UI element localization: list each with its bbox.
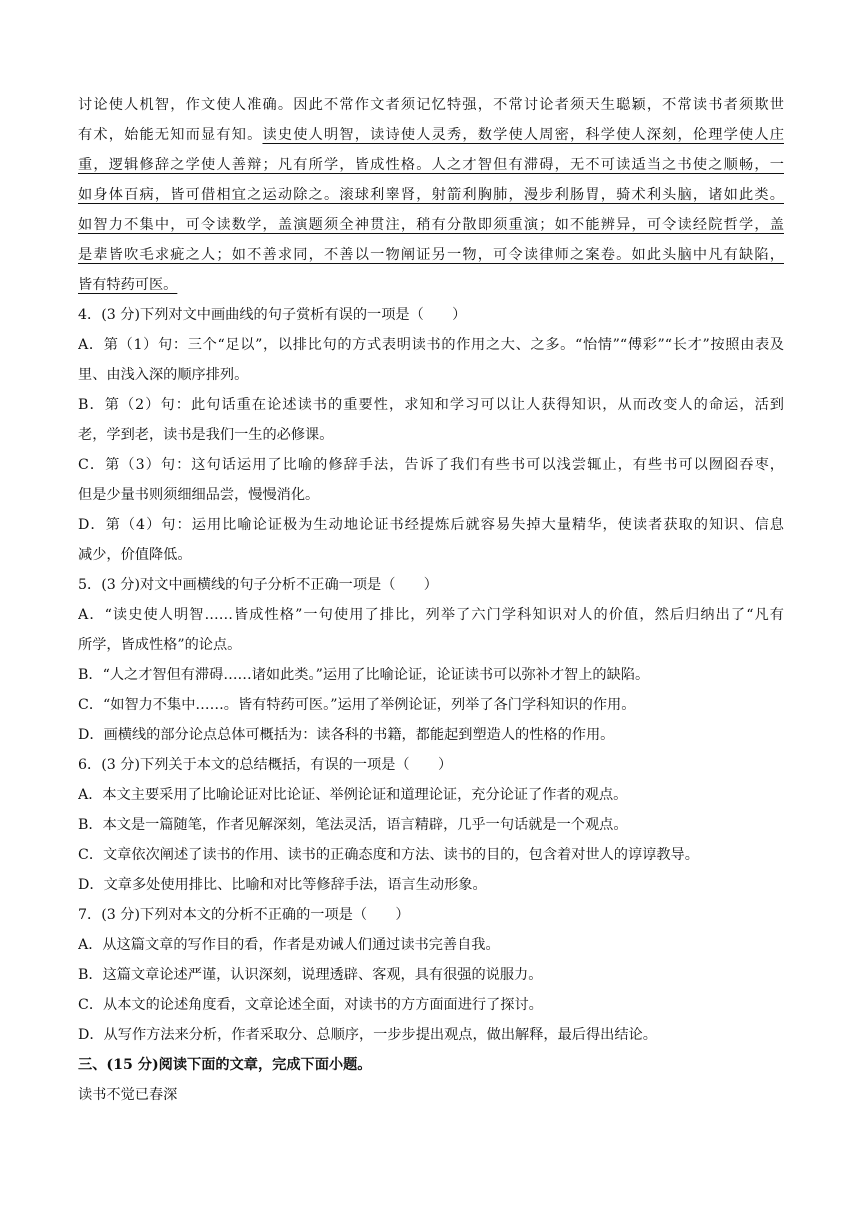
passage-line-5 <box>78 210 784 240</box>
article-title: 读书不觉已春深 <box>78 1087 178 1103</box>
option-c: C．第（3）句：这句话运用了比喻的修辞手法，告诉了我们有些书可以浅尝辄止，有些书可以囫囵吞枣， <box>78 457 784 473</box>
question-5 <box>78 570 784 750</box>
section-heading: 三、(15 分)阅读下面的文章，完成下面小题。 <box>78 1057 372 1073</box>
underlined-text: 重，逻辑修辞之学使人善辩；凡有所学，皆成性格。人之才智但有滞碍，无不可读适当之书使之顺畅，一 <box>78 157 784 173</box>
option-a-cont: 里、由浅入深的顺序排列。 <box>78 367 249 383</box>
passage-line-6 <box>78 240 784 270</box>
option-c: C．文章依次阐述了读书的作用、读书的正确态度和方法、读书的目的，包含着对世人的谆谆教导。 <box>78 847 699 863</box>
passage-line-2 <box>78 120 784 150</box>
option-c: C．“如智力不集中……。皆有特药可医。”运用了举例论证，列举了各门学科知识的作用。 <box>78 697 636 713</box>
option-d: D．第（4）句：运用比喻论证极为生动地论证书经提炼后就容易失掉大量精华，使读者获取的知识、信息 <box>78 517 784 533</box>
passage <box>78 90 784 300</box>
underlined-text: 如身体百病，皆可借相宜之运动除之。滚球利睾肾，射箭利胸肺，漫步利肠胃，骑术利头脑，诸如此类。 <box>78 187 784 203</box>
option-b: B．第（2）句：此句话重在论述读书的重要性，求知和学习可以让人获得知识，从而改变人的命运，活到 <box>78 397 784 413</box>
question-7 <box>78 900 784 1050</box>
option-d-cont: 减少，价值降低。 <box>78 547 192 563</box>
passage-line-7 <box>78 270 784 300</box>
option-a: A．“读史使人明智……皆成性格”一句使用了排比，列举了六门学科知识对人的价值，然后归纳出了“凡有 <box>78 607 784 623</box>
document-page <box>78 90 784 1110</box>
option-d: D．文章多处使用排比、比喻和对比等修辞手法，语言生动形象。 <box>78 877 487 893</box>
option-b: B．“人之才智但有滞碍……诸如此类。”运用了比喻论证，论证读书可以弥补才智上的缺陷。 <box>78 667 650 683</box>
underlined-text: 如智力不集中，可令读数学，盖演题须全神贯注，稍有分散即须重演；如不能辨异，可令读经院哲学，盖 <box>78 217 784 233</box>
question-6 <box>78 750 784 900</box>
option-b: B．这篇文章论述严谨，认识深刻，说理透辟、客观，具有很强的说服力。 <box>78 967 543 983</box>
passage-line-1 <box>78 90 784 120</box>
option-a: A．本文主要采用了比喻论证对比论证、举例论证和道理论证，充分论证了作者的观点。 <box>78 787 628 803</box>
question-stem: 6．(3 分)下列关于本文的总结概括，有误的一项是（ ） <box>78 757 453 773</box>
underlined-text: 读史使人明智，读诗使人灵秀，数学使人周密，科学使人深刻，伦理学使人庄 <box>262 127 784 143</box>
passage-line-4 <box>78 180 784 210</box>
underlined-text: 皆有特药可医。 <box>78 277 178 293</box>
question-stem: 7．(3 分)下列对本文的分析不正确的一项是（ ） <box>78 907 410 923</box>
option-c: C．从本文的论述角度看，文章论述全面，对读书的方方面面进行了探讨。 <box>78 997 543 1013</box>
option-a-cont: 所学，皆成性格”的论点。 <box>78 637 242 653</box>
option-b: B．本文是一篇随笔，作者见解深刻，笔法灵活，语言精辟，几乎一句话就是一个观点。 <box>78 817 628 833</box>
passage-text: 有术，始能无知而显有知。 <box>78 127 263 143</box>
option-d: D．从写作方法来分析，作者采取分、总顺序，一步步提出观点，做出解释，最后得出结论。 <box>78 1027 657 1043</box>
option-a: A．从这篇文章的写作目的看，作者是劝诫人们通过读书完善自我。 <box>78 937 500 953</box>
option-a: A．第（1）句：三个“足以”，以排比句的方式表明读书的作用之大、之多。“怡情”“傅彩”“长才”按照由表及 <box>78 337 784 353</box>
question-4 <box>78 300 784 570</box>
option-d: D．画横线的部分论点总体可概括为：读各科的书籍，都能起到塑造人的性格的作用。 <box>78 727 615 743</box>
option-c-cont: 但是少量书则须细细品尝，慢慢消化。 <box>78 487 320 503</box>
question-stem: 5．(3 分)对文中画横线的句子分析不正确一项是（ ） <box>78 577 438 593</box>
underlined-text: 是辈皆吹毛求疵之人；如不善求同，不善以一物阐证另一物，可令读律师之案卷。如此头脑中凡有缺陷， <box>78 247 784 263</box>
passage-text: 讨论使人机智，作文使人准确。因此不常作文者须记忆特强，不常讨论者须天生聪颖，不常读书者须欺世 <box>78 97 784 113</box>
question-stem: 4．(3 分)下列对文中画曲线的句子赏析有误的一项是（ ） <box>78 307 467 323</box>
option-b-cont: 老，学到老，读书是我们一生的必修课。 <box>78 427 334 443</box>
passage-line-3 <box>78 150 784 180</box>
